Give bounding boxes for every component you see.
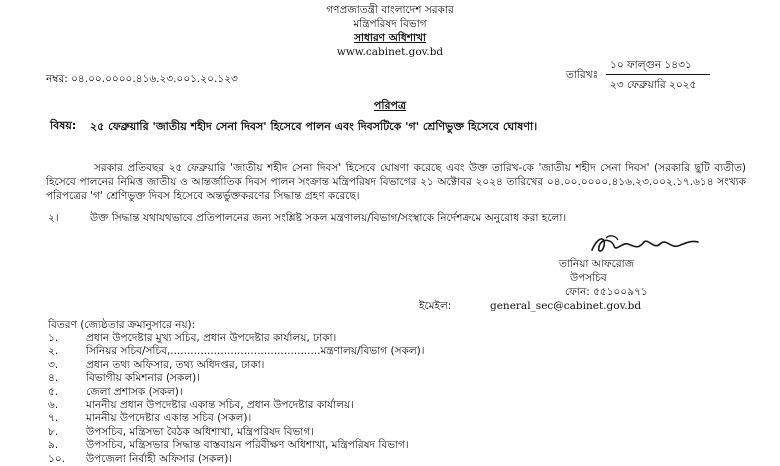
list-item [48,399,748,412]
body-paragraph-1: সরকার প্রতিবছর ২৫ ফেব্রুয়ারি 'জাতীয় শহীদ সেনা দিবস' হিসেবে ঘোষণা করেছে এবং উক্ত তারিখ-কে 'জাতীয় শহীদ সেনা দিবস' (সরকারি ছুটি ব্যতীত) হিসেবে পালনের নিমিত্ত জাতীয় ও আন্তর্জাতিক দিবস পালন সংক্রান্ত মন্ত্রিপরিষদ বিভাগের ২১ অক্টোবর ২০২৪ তারিখের ০৪.০০.০০০০.৪১৬.২৩.০০২.১৭.৬১৪ সংখ্যক পরিপত্রের 'গ' শ্রেণিভুক্ত দিবস হিসেবে অন্তর্ভুক্তকরণের সিদ্ধান্ত গ্রহণ করেছে। [46,162,746,203]
signatory-name: তানিয়া আফরোজ [559,258,635,270]
list-item-text: মাননীয় প্রধান উপদেষ্টার একান্ত সচিব, প্রধান উপদেষ্টার কার্যালয়। [86,399,354,412]
list-item [48,426,748,439]
list-item [48,412,748,425]
list-item-number: ৩. [48,358,59,371]
distribution-list [48,332,748,466]
list-item [48,345,748,358]
subject-label: বিষয়: [50,119,77,132]
list-item [48,372,748,385]
list-item-number: ৬. [48,399,59,412]
list-item-text: বিভাগীয় কমিশনার (সকল)। [86,372,200,385]
list-item-text: উপসচিব, মন্ত্রিসভা বৈঠক অধিশাখা, মন্ত্রিপরিষদ বিভাগ। [86,425,314,438]
list-item-number: ৫. [48,385,59,398]
list-item-number: ১০. [48,452,65,465]
list-item [48,453,748,466]
division-name: মন্ত্রিপরিষদ বিভাগ [353,18,427,30]
list-item-number: ১. [48,332,59,344]
list-item [48,386,748,399]
reference-number: নম্বর: ০৪.০০.০০০০.৪১৬.২৩.০০১.২০.১২৩ [46,73,238,85]
website-link[interactable]: www.cabinet.gov.bd [336,46,444,58]
list-item-text: উপসচিব, মন্ত্রিসভার সিদ্ধান্ত বাস্তবায়ন পরিবীক্ষণ অধিশাখা, মন্ত্রিপরিষদ বিভাগ। [86,439,409,452]
subject-text: ২৫ ফেব্রুয়ারি 'জাতীয় শহীদ সেনা দিবস' হিসেবে পালন এবং দিবসটিকে 'গ' শ্রেণিভুক্ত হিসেবে ঘোষণা। [90,120,538,133]
signatory-designation: উপসচিব [570,272,607,284]
list-item-number: ৯. [48,439,59,452]
signature-image [588,232,708,258]
list-item-text: সিনিয়র সচিব/সচিব,.............................................মন্ত্রণালয়/বিভাগ (সকল)। [86,345,425,358]
distribution-title: বিতরণ (জ্যেষ্ঠতার ক্রমানুসারে নয়): [48,319,196,331]
list-item-text: প্রধান উপদেষ্টার মুখ্য সচিব, প্রধান উপদেষ্টার কার্যালয়, ঢাকা। [86,332,337,344]
date-label: তারিখঃ [566,69,599,81]
list-item [48,439,748,452]
list-item-number: ৮. [48,425,59,438]
date-divider [606,74,710,75]
list-item-number: ২. [48,345,59,358]
document-type: পরিপত্র [373,99,407,112]
signatory-email[interactable]: general_sec@cabinet.gov.bd [490,300,642,312]
signatory-email-label: ইমেইল: [419,300,452,312]
list-item-text: প্রধান তথ্য অফিসার, তথ্য অধিদপ্তর, ঢাকা। [86,358,265,371]
govt-name: গণপ্রজাতন্ত্রী বাংলাদেশ সরকার [326,4,454,16]
list-item [48,332,748,345]
list-item [48,359,748,372]
list-item-number: ৪. [48,372,59,385]
date-gregorian: ২৩ ফেব্রুয়ারি ২০২৫ [610,79,697,91]
date-bangla: ১০ ফাল্গুন ১৪৩১ [610,59,692,71]
list-item-number: ৭. [48,412,59,425]
signatory-phone: ফোন: ৫৫১০০৯৭১ [565,286,648,298]
list-item-text: মাননীয় উপদেষ্টার একান্ত সচিব (সকল)। [86,412,252,425]
section-name: সাধারণ অধিশাখা [354,32,426,44]
list-item-text: উপজেলা নির্বাহী অফিসার (সকল)। [86,452,233,465]
body-paragraph-2: উক্ত সিদ্ধান্ত যথাযথভাবে প্রতিপালনের জন্য সংশ্লিষ্ট সকল মন্ত্রণালয়/বিভাগ/সংস্থাকে নির্দেশক্রমে অনুরোধ করা হলো। [90,212,567,224]
list-item-text: জেলা প্রশাসক (সকল)। [86,385,183,398]
paragraph-2-number: ২। [48,212,59,224]
